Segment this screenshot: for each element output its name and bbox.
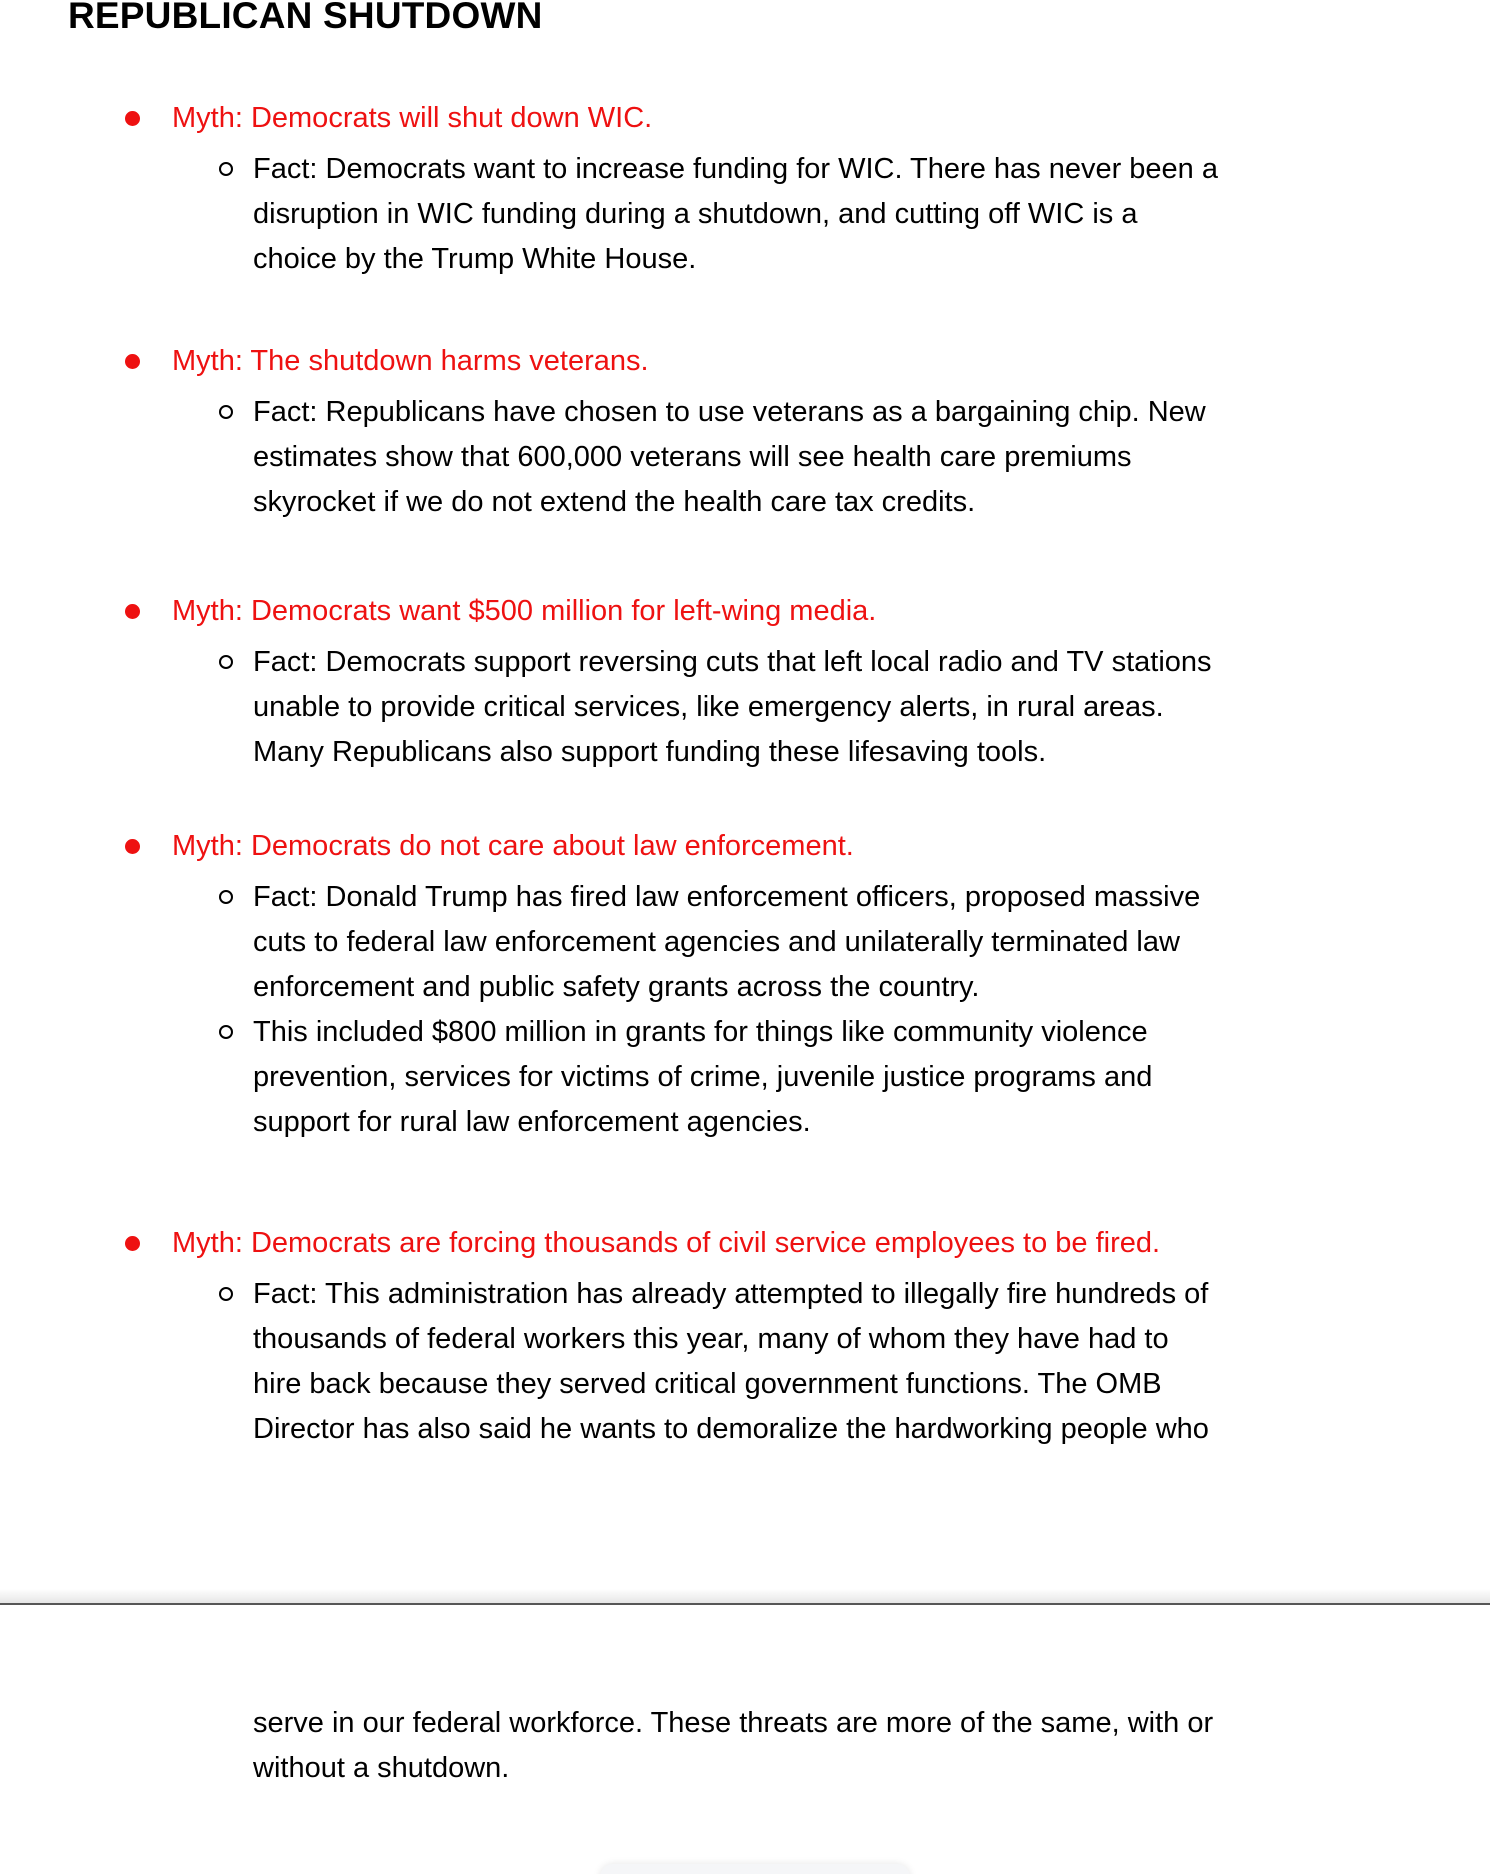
- fact-bullet-icon: [219, 405, 233, 419]
- page-bottom-shadow: [0, 1589, 1490, 1603]
- fact-line: Fact: Democrats want to increase funding for WIC. There has never been a: [253, 153, 1218, 185]
- myth-bullet-icon: [125, 1236, 140, 1251]
- fact-line: support for rural law enforcement agencies.: [253, 1106, 811, 1138]
- fact-line: prevention, services for victims of crime, juvenile justice programs and: [253, 1061, 1153, 1093]
- myth-bullet-icon: [125, 111, 140, 126]
- fact-item: [253, 640, 1490, 775]
- myth-bullet-icon: [125, 839, 140, 854]
- fact-item: [253, 390, 1490, 525]
- myth-heading: [172, 96, 1490, 141]
- fact-line: enforcement and public safety grants across the country.: [253, 971, 980, 1003]
- continuation-line: serve in our federal workforce. These threats are more of the same, with or: [253, 1707, 1214, 1739]
- myth-text: Myth: Democrats do not care about law enforcement.: [172, 830, 854, 862]
- fact-item: [253, 1010, 1490, 1145]
- myth-heading: [172, 589, 1490, 634]
- myth-section: [0, 1221, 1490, 1452]
- fact-line: unable to provide critical services, like emergency alerts, in rural areas.: [253, 691, 1164, 723]
- myth-heading: [172, 339, 1490, 384]
- fact-item: [253, 147, 1490, 282]
- fact-line: skyrocket if we do not extend the health care tax credits.: [253, 486, 976, 518]
- myth-section: [0, 589, 1490, 775]
- fact-bullet-icon: [219, 655, 233, 669]
- fact-bullet-icon: [219, 1287, 233, 1301]
- fact-line: disruption in WIC funding during a shutdown, and cutting off WIC is a: [253, 198, 1138, 230]
- fact-bullet-icon: [219, 162, 233, 176]
- fact-line: cuts to federal law enforcement agencies and unilaterally terminated law: [253, 926, 1180, 958]
- fact-line: Fact: Democrats support reversing cuts that left local radio and TV stations: [253, 646, 1212, 678]
- fact-item: [253, 875, 1490, 1010]
- myth-text: Myth: Democrats will shut down WIC.: [172, 102, 653, 134]
- fact-bullet-icon: [219, 890, 233, 904]
- document-title: REPUBLICAN SHUTDOWN: [68, 0, 543, 36]
- fact-line: hire back because they served critical government functions. The OMB: [253, 1368, 1162, 1400]
- myth-section: [0, 824, 1490, 1145]
- fact-line: Fact: Donald Trump has fired law enforcement officers, proposed massive: [253, 881, 1201, 913]
- fact-line: This included $800 million in grants for things like community violence: [253, 1016, 1148, 1048]
- fact-bullet-icon: [219, 1025, 233, 1039]
- fact-line: choice by the Trump White House.: [253, 243, 697, 275]
- fact-item: [253, 1272, 1490, 1452]
- myth-text: Myth: Democrats are forcing thousands of civil service employees to be fired.: [172, 1227, 1161, 1259]
- myth-heading: [172, 824, 1490, 869]
- fact-line: thousands of federal workers this year, many of whom they have had to: [253, 1323, 1169, 1355]
- page-break-divider: [0, 1603, 1490, 1605]
- myth-heading: [172, 1221, 1490, 1266]
- fact-line: Director has also said he wants to demoralize the hardworking people who: [253, 1413, 1209, 1445]
- floating-toolbar-pill[interactable]: [600, 1864, 910, 1874]
- continuation-line: without a shutdown.: [253, 1752, 510, 1784]
- fact-line: Many Republicans also support funding these lifesaving tools.: [253, 736, 1047, 768]
- fact-line: estimates show that 600,000 veterans will see health care premiums: [253, 441, 1132, 473]
- myth-bullet-icon: [125, 354, 140, 369]
- myth-bullet-icon: [125, 604, 140, 619]
- myth-text: Myth: The shutdown harms veterans.: [172, 345, 649, 377]
- page-2-continuation: [253, 1701, 1213, 1791]
- myth-section: [0, 96, 1490, 282]
- fact-line: Fact: Republicans have chosen to use veterans as a bargaining chip. New: [253, 396, 1206, 428]
- myth-section: [0, 339, 1490, 525]
- fact-line: Fact: This administration has already attempted to illegally fire hundreds of: [253, 1278, 1209, 1310]
- myth-text: Myth: Democrats want $500 million for left-wing media.: [172, 595, 877, 627]
